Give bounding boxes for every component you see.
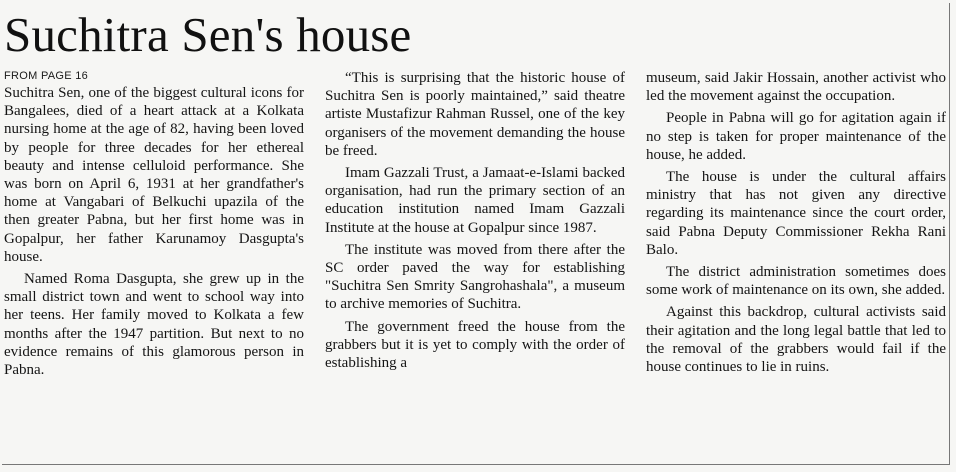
article-body <box>4 69 946 461</box>
paragraph: Suchitra Sen, one of the biggest cultural icons for Bangalees, died of a heart attack at a Kolkata nursing home at the age of 82, having been loved by people for three decades for her ethereal beauty and intense celluloid performance. She was born on April 6, 1931 at her grandfather's home at Vangabari of Belkuchi upazila of the then greater Pabna, but her first home was in Gopalpur, her father Karunamoy Dasgupta's house. <box>4 85 304 265</box>
paragraph: The institute was moved from there after the SC order paved the way for establishing "Suchitra Sen Smrity Sangrohashala", a museum to archive memories of Suchitra. <box>325 241 625 313</box>
column-1 <box>4 69 304 379</box>
continuation-kicker: FROM PAGE 16 <box>4 70 89 82</box>
paragraph: Imam Gazzali Trust, a Jamaat-e-Islami backed organisation, had run the primary section of an education institution named Imam Gazzali Institute at the house at Gopalpur since 1987. <box>325 165 625 236</box>
paragraph: The house is under the cultural affairs ministry that has not given any directive regarding its maintenance since the court order, said Pabna Deputy Commissioner Rekha Rani Balo. <box>646 169 946 258</box>
paragraph: Named Roma Dasgupta, she grew up in the small district town and went to school way into her teens. Her family moved to Kolkata a few months after the 1947 partition. But next to no evidence remains of this glamorous person in Pabna. <box>4 271 304 379</box>
paragraph: The district administration sometimes does some work of maintenance on its own, she added. <box>646 264 946 299</box>
column-2 <box>325 69 625 372</box>
paragraph: People in Pabna will go for agitation again if no step is taken for proper maintenance of the house, he added. <box>646 110 946 163</box>
paragraph: “This is surprising that the historic house of Suchitra Sen is poorly maintained,” said theatre artiste Mustafizur Rahman Russel, one of the key organisers of the movement demanding the house be freed. <box>325 70 625 159</box>
paragraph: Against this backdrop, cultural activists said their agitation and the long legal battle that led to the removal of the grabbers would fail if the house continues to lie in ruins. <box>646 304 946 376</box>
paragraph: The government freed the house from the grabbers but it is yet to comply with the order of establishing a <box>325 318 625 372</box>
paragraph: museum, said Jakir Hossain, another activist who led the movement against the occupation. <box>646 70 946 105</box>
headline: Suchitra Sen's house <box>4 7 412 62</box>
news-clipping <box>2 3 950 465</box>
column-3 <box>646 69 946 376</box>
